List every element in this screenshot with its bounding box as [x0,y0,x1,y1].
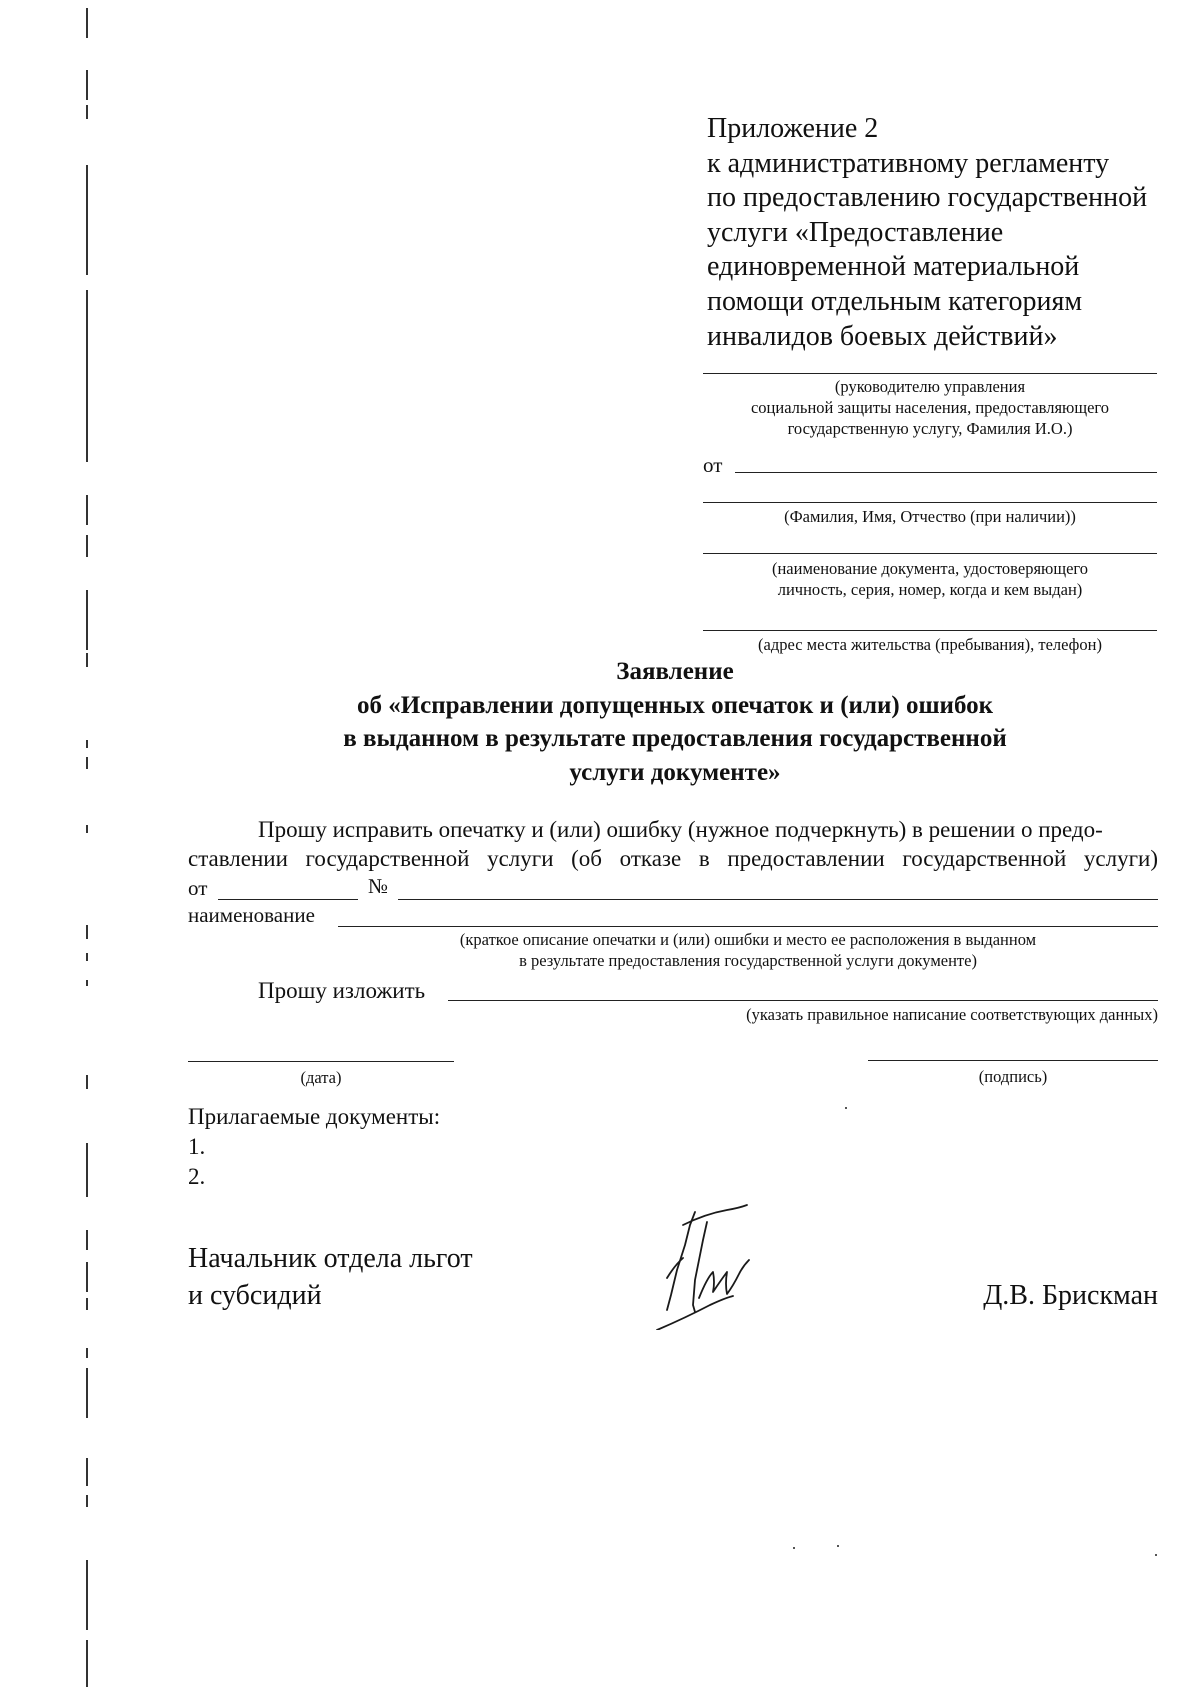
scan-mark [86,1143,88,1197]
scan-mark [86,105,88,119]
scan-mark [86,1348,88,1358]
recipient-from-label: от [703,453,723,477]
document-title: Заявление об «Исправлении допущенных опечаток и (или) ошибок в выданном в результате предоставления государственной услуги документе» [343,658,1007,786]
attachments-block [188,1102,440,1192]
attachment-item: 2. [188,1164,206,1189]
appendix-header [707,112,1147,354]
scan-speck [845,1107,847,1109]
scan-mark [86,1495,88,1507]
scan-mark [86,925,88,939]
scan-mark [86,653,88,667]
attachment-item: 1. [188,1134,206,1159]
request-name-line [338,926,1158,927]
scan-mark [86,495,88,525]
scan-mark [86,8,88,38]
request-from-label: от [188,876,208,900]
recipient-name-caption: (Фамилия, Имя, Отчество (при наличии)) [784,507,1076,526]
request-line-1: Прошу исправить опечатку и (или) ошибку (нужное подчеркнуть) в решении о предо- [258,817,1103,842]
recipient-name-line [703,502,1157,503]
scan-mark [86,1640,88,1687]
date-caption: (дата) [300,1068,342,1087]
request-number-line [398,899,1158,900]
scan-mark [86,1458,88,1486]
appendix-line: Приложение 2 [707,113,879,144]
recipient-id-line [703,553,1157,554]
scan-mark [86,1075,88,1089]
scan-mark [86,165,88,275]
scan-mark [86,590,88,650]
scan-mark [86,953,88,961]
signature-line [868,1060,1158,1061]
scan-mark [86,980,88,986]
scan-mark [86,757,88,769]
scan-mark [86,1298,88,1310]
request-description-caption: (краткое описание опечатки и (или) ошибки и место ее расположения в выданном в результате предоставления государственной услуги документе) [459,930,1037,970]
recipient-head-caption: (руководителю управления социальной защиты населения, предоставляющего государственную услугу, Фамилия И.О.) [750,377,1109,438]
scan-speck [1155,1554,1157,1556]
scan-mark [86,740,88,748]
scan-mark [86,1560,88,1630]
scan-mark [86,1368,88,1418]
scan-mark [86,825,88,833]
appendix-line: помощи отдельным категориям [707,285,1083,317]
request-number-label: № [368,874,389,898]
recipient-address-caption: (адрес места жительства (пребывания), телефон) [758,635,1102,654]
recipient-head-line [703,373,1157,374]
request-state-caption: (указать правильное написание соответствующих данных) [746,1005,1158,1024]
official-name: Д.В. Брискман [983,1280,1158,1311]
scan-mark [86,1262,88,1292]
scan-speck [793,1547,795,1549]
appendix-line: единовременной материальной [707,251,1080,283]
appendix-line: инвалидов боевых действий» [707,320,1058,352]
appendix-line: услуги «Предоставление [707,216,1004,248]
handwritten-signature [655,1200,795,1330]
request-state-line [448,1000,1158,1001]
scan-speck [837,1545,839,1547]
official-position: Начальник отдела льгот и субсидий [188,1243,473,1311]
appendix-line: по предоставлению государственной [707,182,1148,214]
signature-caption: (подпись) [978,1067,1048,1086]
scan-mark [86,70,88,100]
scan-mark [86,290,88,462]
request-state-label: Прошу изложить [258,978,426,1003]
appendix-line: к административному регламенту [707,147,1110,179]
date-line [188,1061,454,1062]
attachments-heading: Прилагаемые документы: [188,1104,441,1129]
request-name-label: наименование [188,903,315,927]
recipient-id-caption: (наименование документа, удостоверяющего личность, серия, номер, когда и кем выдан) [771,559,1089,599]
scan-mark [86,535,88,557]
recipient-from-line [735,472,1157,473]
request-date-line [218,899,358,900]
request-line-2: ставлении государственной услуги (об отказе в предоставлении государственной услуги) [188,846,1158,871]
recipient-address-line [703,630,1157,631]
scan-mark [86,1230,88,1250]
